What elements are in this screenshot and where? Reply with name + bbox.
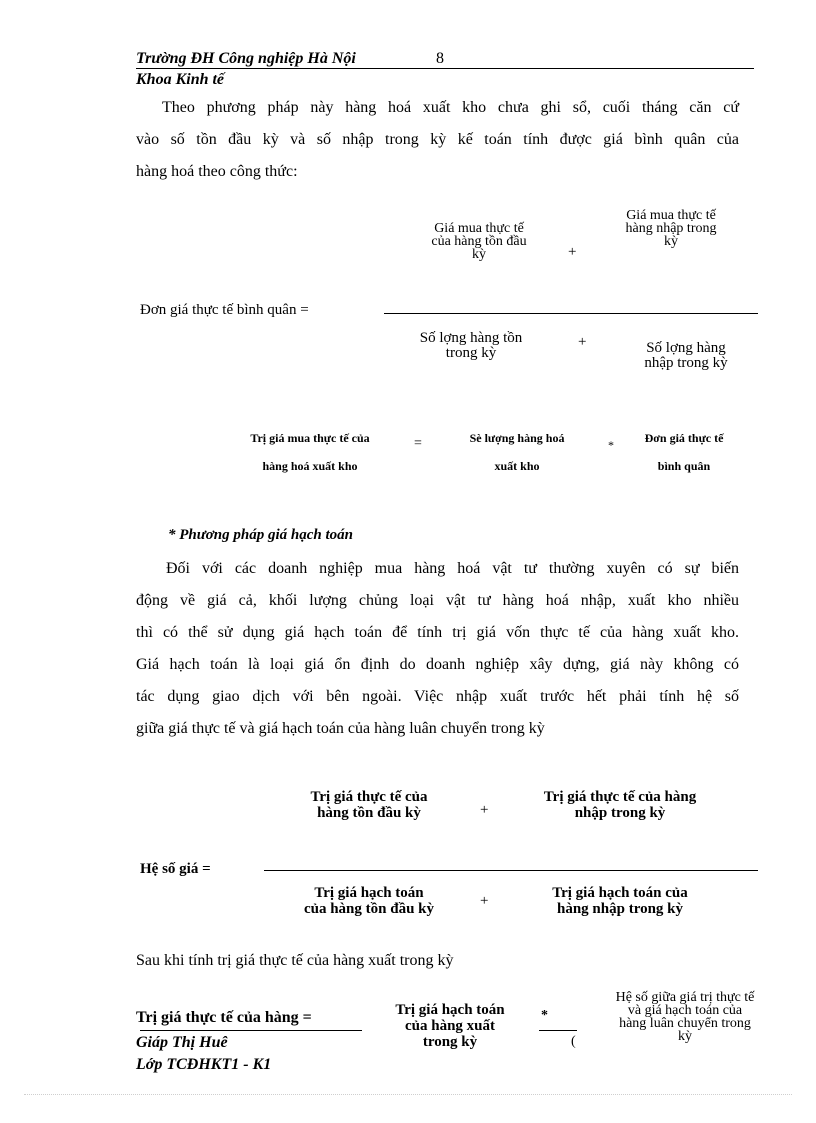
section-line-2: động về giá cả, khối lượng chủng loại vật tư hàng hoá nhập, xuất kho nhiều <box>136 592 739 609</box>
f1-den-plus: + <box>578 334 587 350</box>
section-line-5: tác dụng giao dịch với bên ngoài. Việc nhập xuất trước hết phải tính hệ số <box>136 688 739 705</box>
section-title: * Phương pháp giá hạch toán <box>168 527 353 543</box>
f2-right: Đơn giá thực tế bình quân <box>644 431 724 473</box>
f3-den-plus: + <box>480 893 489 909</box>
f2-left: Trị giá mua thực tế của hàng hoá xuất kho <box>250 431 370 473</box>
f2-op: * <box>608 438 614 452</box>
f1-fraction-bar <box>384 313 758 314</box>
f1-num-plus: + <box>568 244 577 260</box>
intro-line-2: vào số tồn đầu kỳ và số nhập trong kỳ kế toán tính được giá bình quân của <box>136 131 739 148</box>
section-paragraph <box>136 553 739 745</box>
f4-cut-paren: ( <box>571 1034 576 1049</box>
f3-label: Hệ số giá = <box>140 861 211 877</box>
f4-mid-rule <box>539 1030 577 1031</box>
f3-num-left: Trị giá thực tế của hàng tồn đầu kỳ <box>310 789 428 821</box>
f4-label: Trị giá thực tế của hàng = <box>136 1009 312 1026</box>
footer-class: Lớp TCĐHKT1 - K1 <box>136 1056 272 1073</box>
page-bottom-dotted-line <box>24 1094 792 1095</box>
f1-den-right: Số lợng hàng nhập trong kỳ <box>644 340 728 371</box>
intro-line-1: Theo phương pháp này hàng hoá xuất kho chưa ghi sổ, cuối tháng căn cứ <box>162 99 739 116</box>
f4-label-rule <box>140 1030 362 1031</box>
section-line-6: giữa giá thực tế và giá hạch toán của hàng luân chuyển trong kỳ <box>136 720 545 737</box>
section-line-3: thì có thể sử dụng giá hạch toán để tính trị giá vốn thực tế của hàng xuất kho. <box>136 624 739 641</box>
f3-num-plus: + <box>480 802 489 818</box>
footer-author: Giáp Thị Huê <box>136 1034 228 1051</box>
header-faculty: Khoa Kinh tế <box>136 71 225 88</box>
f3-num-right: Trị giá thực tế của hàng nhập trong kỳ <box>543 789 697 821</box>
header-rule <box>136 68 754 69</box>
after-text: Sau khi tính trị giá thực tế của hàng xuất trong kỳ <box>136 952 454 969</box>
f4-op: * <box>541 1008 548 1023</box>
f2-mid: Sè lượng hàng hoá xuất kho <box>469 431 565 473</box>
intro-paragraph <box>136 92 739 188</box>
f4-right: Hệ số giữa giá trị thực tế và giá hạch toán của hàng luân chuyển trong kỳ <box>615 990 755 1044</box>
f2-eq: = <box>414 436 422 451</box>
f3-den-left: Trị giá hạch toán của hàng tồn đầu kỳ <box>303 885 435 917</box>
f4-mid: Trị giá hạch toán của hàng xuất trong kỳ <box>395 1002 505 1050</box>
f1-num-left: Giá mua thực tế của hàng tồn đầu kỳ <box>431 221 527 262</box>
section-line-1: Đối với các doanh nghiệp mua hàng hoá vật tư thường xuyên có sự biến <box>166 560 739 577</box>
header-school: Trường ĐH Công nghiệp Hà Nội <box>136 50 356 67</box>
page-number: 8 <box>436 50 444 67</box>
f1-label: Đơn giá thực tế bình quân = <box>140 302 309 318</box>
f3-den-right: Trị giá hạch toán của hàng nhập trong kỳ <box>552 885 688 917</box>
section-line-4: Giá hạch toán là loại giá ổn định do doanh nghiệp xây dựng, giá này không có <box>136 656 739 673</box>
f1-num-right: Giá mua thực tế hàng nhập trong kỳ <box>625 208 717 249</box>
intro-line-3: hàng hoá theo công thức: <box>136 163 298 180</box>
f1-den-left: Số lợng hàng tồn trong kỳ <box>419 330 523 361</box>
f3-fraction-bar <box>264 870 758 871</box>
